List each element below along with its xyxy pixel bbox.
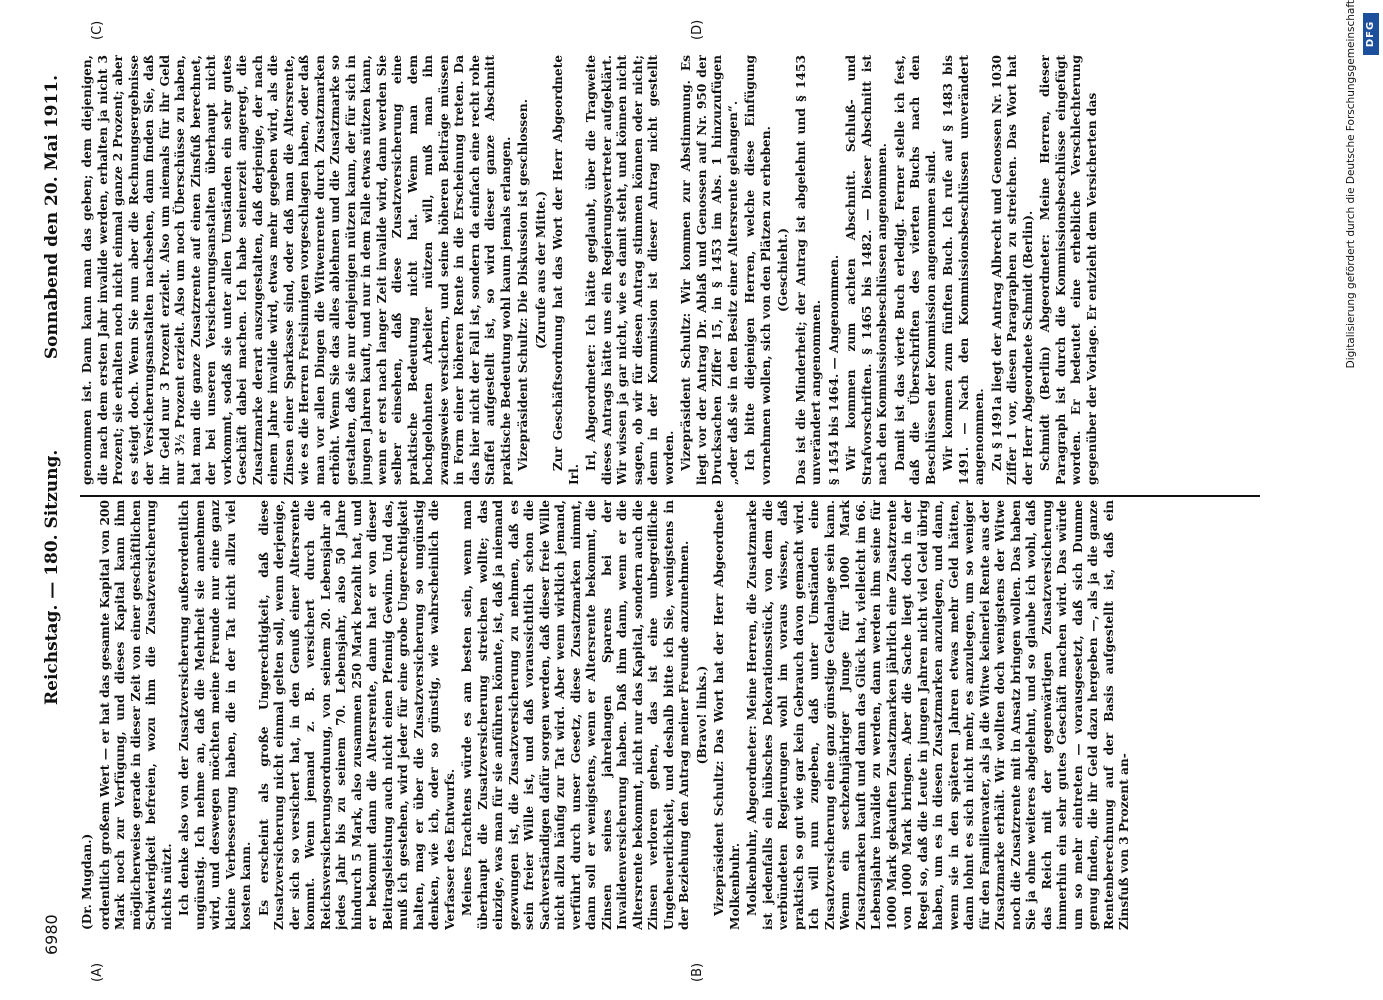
right-column-paragraph: (Zurufe aus der Mitte.): [533, 191, 548, 349]
left-column-paragraph: ordentlich großem Wert — er hat das gesamte Kapital von 200 Mark noch zur Verfügung, und dieses Kapital kann ihm möglicherweise gerade in dieser Zeit von einer geschäftlichen Schwierigkeit befreien, wozu ihm die Zusatzversicherung nichts nützt.: [97, 500, 174, 930]
section-marker-b: (B): [690, 962, 705, 982]
left-column-paragraph: Ich denke also von der Zusatzversicherung außerordentlich ungünstig. Ich nehme an, daß die Mehrheit sie annehmen wird, und deswegen möchten meine Freunde nur eine ganz kleine Verbesserung haben, die in der Tat nicht allzu viel kosten kann.: [177, 500, 253, 930]
dfg-logo: DFG: [1363, 13, 1379, 55]
running-title: Reichstag. — 180. Sitzung.: [42, 449, 62, 705]
section-marker-c: (C): [90, 20, 105, 40]
right-column-paragraph: Wir kommen zum fünften Buch. Ich rufe auf § 1483 bis 1491. — Nach den Kommissionsbeschlüssen unverändert angenommen.: [941, 55, 986, 485]
left-column-paragraph: Meines Erachtens würde es am besten sein, wenn man überhaupt die Zusatzversicherung streichen wollte; das einzige, was man für sie anführen könnte, ist, daß ja niemand gezwungen ist, die Zusatzversicherung zu nehmen, daß es sein freier Wille ist, und daß voraussichtlich schon die Sachverständigen dafür sorgen werden, daß dieser freie Wille nicht allzu häufig zur Tat wird. Aber wenn wirklich jemand, verführt durch unser Gesetz, diese Zusatzmarken nimmt, dann soll er wenigstens, wenn er Altersrente bekommt, die Zinsen seines jahrelangen Sparens bei der Invalidenversicherung haben. Daß ihm dann, wenn er die Altersrente bekommt, nicht nur das Kapital, sondern auch die Zinsen verloren gehen, das ist eine unbegreifliche Ungeheuerlichkeit, und deshalb bitte ich Sie, wenigstens in der Beziehung den Antrag meiner Freunde anzunehmen.: [460, 500, 691, 930]
left-text-column: [80, 500, 1260, 930]
section-marker-a: (A): [90, 962, 105, 982]
right-column-paragraph: Ich bitte diejenigen Herren, welche diese Einfügung vornehmen wollen, sich von den Plätzen zu erheben.: [743, 55, 773, 485]
digitization-credit: Digitalisierung gefördert durch die Deutsche Forschungsgemeinschaft: [1345, 0, 1357, 369]
right-column-paragraph: Wir kommen zum achten Abschnitt. Schluß- und Strafvorschriften. § 1465 bis 1482. — Dieser Abschnitt ist nach den Kommissionsbeschlüssen angenommen.: [844, 55, 889, 485]
left-column-paragraph: Es erscheint als große Ungerechtigkeit, daß diese Zusatzversicherung nicht einmal gelten soll, wenn derjenige, der sich so versichert hat, in den Genuß einer Altersrente kommt. Wenn jemand z. B. versichert durch die Reichsversicherungsordnung, von seinem 20. Lebensjahr ab jedes Jahr bis zu seinem 70. Lebensjahr, also 50 Jahre hindurch 5 Mark, also zusammen 250 Mark bezahlt hat, und er bekommt dann die Altersrente, dann hat er von dieser Beitragsleistung auch nicht einen Pfennig Gewinn. Und das, muß ich gestehen, wird jeder für eine grobe Ungerechtigkeit halten, mag er über die Zusatzversicherung so ungünstig denken, wie ich, oder so günstig, wie wahrscheinlich die Verfasser des Entwurfs.: [256, 500, 457, 930]
right-column-paragraph: Vizepräsident Schultz: Wir kommen zur Abstimmung. Es liegt vor der Antrag Dr. Ablaß und Genossen auf Nr. 950 der Drucksachen Ziffer 15, in § 1453 im Abs. 1 hinzuzufügen „oder daß sie in den Besitz einer Altersrente gelangen“.: [679, 55, 740, 485]
right-column-paragraph: § 1454 bis 1464. — Angenommen.: [826, 254, 841, 485]
right-text-column: [80, 55, 1260, 485]
right-column-paragraph: (Geschieht.): [776, 228, 790, 312]
page-number: 6980: [42, 914, 61, 955]
right-column-paragraph: Damit ist das vierte Buch erledigt. Ferner stelle ich fest, daß die Überschriften des vierten Buchs nach den Beschlüssen der Kommission angenommen sind.: [892, 55, 938, 485]
right-column-paragraph: Das ist die Minderheit; der Antrag ist abgelehnt und § 1453 unverändert angenommen.: [793, 55, 823, 485]
right-column-paragraph: Zur Geschäftsordnung hat das Wort der Herr Abgeordnete Irl.: [551, 55, 581, 485]
session-date: Sonnabend den 20. Mai 1911.: [42, 75, 62, 360]
left-column-paragraph: (Dr. Mugdan.): [80, 833, 94, 930]
page-header: [40, 55, 70, 955]
left-column-paragraph: Vizepräsident Schultz: Das Wort hat der Herr Abgeordnete Molkenbuhr.: [712, 500, 742, 930]
right-column-paragraph: Irl, Abgeordneter: Ich hätte geglaubt, über die Tragweite dieses Antrags hätte uns ein Regierungsvertreter aufgeklärt. Wir wissen ja gar nicht, wie es damit steht, und können nicht sagen, ob wir für diesen Antrag stimmen können oder nicht; denn in der Kommission ist dieser Antrag nicht gestellt worden.: [584, 55, 676, 485]
right-column-paragraph: Zu § 1491a liegt der Antrag Albrecht und Genossen Nr. 1030 Ziffer 1 vor, diesen Paragraphen zu streichen. Das Wort hat der Herr Abgeordnete Schmidt (Berlin).: [989, 55, 1035, 485]
left-column-paragraph: (Bravo! links.): [694, 665, 709, 765]
section-marker-d: (D): [690, 19, 705, 40]
right-column-paragraph: genommen ist. Dann kann man das geben; dem diejenigen, die nach dem ersten Jahr invalide werden, erhalten ja nicht 3 Prozent; sie erhalten noch nicht einmal ganze 2 Prozent; aber es steigt doch. Wenn Sie nun aber die Rechnungsergebnisse der Versicherungsanstalten nachsehen, dann finden Sie, daß ihr Geld nur 3 Prozent erzielt. Also um niemals für ihr Geld nur 3½ Prozent erzielt. Also um noch Überschüsse zu haben, hat man die ganze Zusatzrente auf einen Zinsfuß berechnet, der bei unseren Versicherungsanstalten überhaupt nicht vorkommt, sodaß sie unter allen Umständen ein sehr gutes Geschäft dabei machen. Ich habe seinerzeit angeregt, die Zusatzmarke derart auszugestalten, daß derjenige, der nach einem Jahre invalide wird, etwas mehr gegeben wird, als die Zinsen einer Sparkasse sind, oder daß man die Altersrente, wie es die Herren Freisinnigen vorgeschlagen haben, oder daß man vor allen Dingen die Witwenrente durch Zusatzmarken erhöht. Wenn Sie das alles ablehnen und die Zusatzmarke so gestalten, daß sie nur denjenigen nützen kann, der für sich in jungen Jahren kauft, und nur in dem Falle etwas nützen kann, wenn er erst nach langer Zeit invalide wird, dann werden Sie selber einsehen, daß diese Zusatzversicherung eine praktische Bedeutung nicht hat. Wenn man dem hochgelohnten Arbeiter nützen will, muß man ihn zwangsweise versichern, und seine höheren Beiträge müssen in Form einer höheren Rente in die Erscheinung treten. Da das hier nicht der Fall ist, sondern da einfach eine recht rohe Staffel aufgestellt ist, so wird dieser ganze Abschnitt praktische Bedeutung wohl kaum jemals erlangen.: [80, 55, 513, 485]
column-divider: [80, 495, 1260, 497]
right-column-paragraph: Schmidt (Berlin) Abgeordneter: Meine Herren, dieser Paragraph ist durch die Kommissionsbeschlüsse eingefügt worden. Er bedeutet eine erhebliche Verschlechterung gegenüber der Vorlage. Er entzieht dem Versicherten das: [1038, 55, 1099, 485]
right-column-paragraph: Vizepräsident Schultz: Die Diskussion ist geschlossen.: [516, 98, 530, 471]
left-column-paragraph: Molkenbuhr, Abgeordneter: Meine Herren, die Zusatzmarke ist jedenfalls ein hübsches Dekorationsstück, von dem die verbündeten Regierungen wohl im voraus wissen, daß praktisch so gut wie gar kein Gebrauch davon gemacht wird. Ich will nun zugeben, daß unter Umständen eine Zusatzversicherung eine ganz günstige Geldanlage sein kann. Wenn ein sechzehnjähriger Junge für 1000 Mark Zusatzmarken kauft und dann das Glück hat, vielleicht im 66. Lebensjahre invalide zu werden, dann werden ihm seine für 1000 Mark gekauften Zusatzmarken jährlich eine Zusatzrente von 1000 Mark bringen. Aber die Sache liegt doch in der Regel so, daß die Leute in jungen Jahren nicht viel Geld übrig haben, um es in diesen Zusatzmarken anzulegen, und dann, wenn sie in den späteren Jahren etwas mehr Geld hätten, dann lohnt es sich nicht mehr, es anzulegen, um so weniger für den Familienvater, als ja die Witwe keinerlei Rente aus der Zusatzmarke erhält. Wir wollten doch wenigstens der Witwe noch die Zusatzrente mit in Ansatz bringen wollen. Das haben Sie ja ohne weiteres abgelehnt, und so glaube ich wohl, daß das Reich mit der gegenwärtigen Zusatzversicherung immerhin ein sehr gutes Geschäft machen wird. Das würde um so mehr eintreten — vorausgesetzt, daß sich Dumme genug finden, die ihr Geld dazu hergeben —, als ja die ganze Rentenberechnung auf der Basis aufgestellt ist, daß ein Zinsfuß von 3 Prozent an-: [745, 500, 1131, 930]
